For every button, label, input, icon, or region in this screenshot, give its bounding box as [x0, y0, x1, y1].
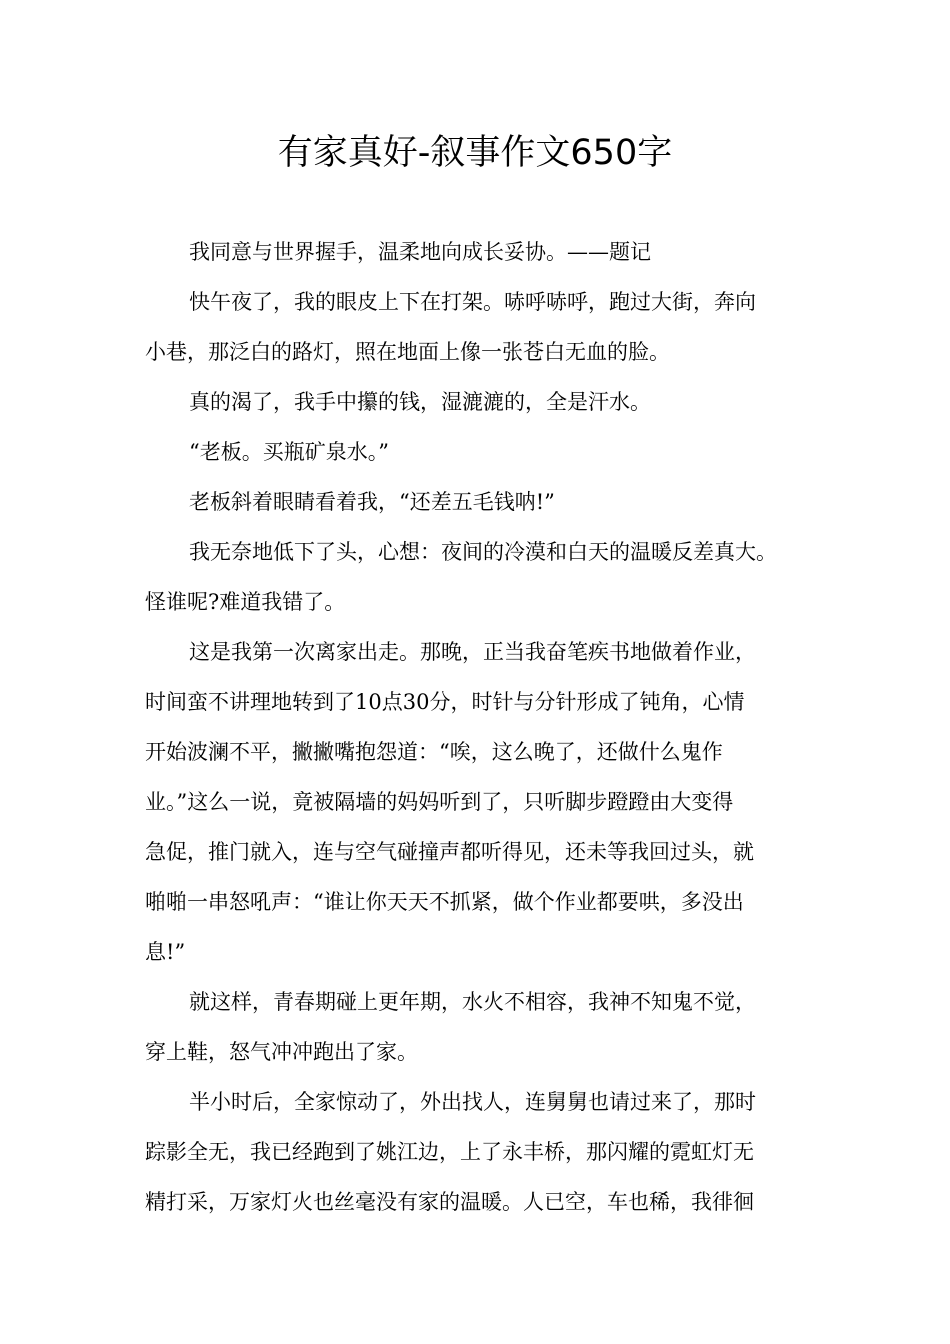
text-line: 踪影全无，我已经跑到了姚江边，上了永丰桥，那闪耀的霓虹灯无: [145, 1140, 754, 1164]
text-line: 我无奈地低下了头，心想：夜间的冷漠和白天的温暖反差真大。: [189, 540, 777, 564]
text-line: 急促，推门就入，连与空气碰撞声都听得见，还未等我回过头，就: [145, 840, 754, 864]
text-line: 怪谁呢?难道我错了。: [145, 590, 346, 614]
paragraph: [145, 277, 815, 377]
paragraph: [145, 427, 815, 477]
text-line: 快午夜了，我的眼皮上下在打架。哧呼哧呼，跑过大街，奔向: [189, 290, 756, 314]
text-line: 息!”: [145, 940, 186, 964]
paragraph: [145, 627, 815, 977]
page-title: 有家真好-叙事作文650字: [277, 133, 673, 173]
paragraph: [145, 377, 815, 427]
text-line: 小巷，那泛白的路灯，照在地面上像一张苍白无血的脸。: [145, 340, 670, 364]
text-line: “老板。买瓶矿泉水。”: [189, 440, 389, 464]
text-line: 开始波澜不平，撇撇嘴抱怨道：“唉，这么晚了，还做什么鬼作: [145, 740, 723, 764]
paragraph: [145, 1077, 815, 1227]
article-body: [145, 227, 815, 1227]
paragraph: [145, 477, 815, 527]
text-line: 老板斜着眼睛看着我，“还差五毛钱呐!”: [189, 490, 555, 514]
text-line: 我同意与世界握手，温柔地向成长妥协。——题记: [189, 240, 651, 264]
text-line: 啪啪一串怒吼声：“谁让你天天不抓紧，做个作业都要哄，多没出: [145, 890, 744, 914]
text-line: 时间蛮不讲理地转到了10点30分，时针与分针形成了钝角，心情: [145, 690, 745, 714]
text-line: 业。”这么一说，竟被隔墙的妈妈听到了，只听脚步蹬蹬由大变得: [145, 790, 734, 814]
text-line: 就这样，青春期碰上更年期，水火不相容，我神不知鬼不觉，: [189, 990, 756, 1014]
text-line: 真的渴了，我手中攥的钱，湿漉漉的，全是汗水。: [189, 390, 651, 414]
text-line: 半小时后，全家惊动了，外出找人，连舅舅也请过来了，那时: [189, 1090, 756, 1114]
paragraph: [145, 227, 815, 277]
text-line: 精打采，万家灯火也丝毫没有家的温暖。人已空，车也稀，我徘徊: [145, 1190, 754, 1214]
text-line: 穿上鞋，怒气冲冲跑出了家。: [145, 1040, 418, 1064]
paragraph: [145, 527, 815, 627]
paragraph: [145, 977, 815, 1077]
text-line: 这是我第一次离家出走。那晚，正当我奋笔疾书地做着作业，: [189, 640, 756, 664]
